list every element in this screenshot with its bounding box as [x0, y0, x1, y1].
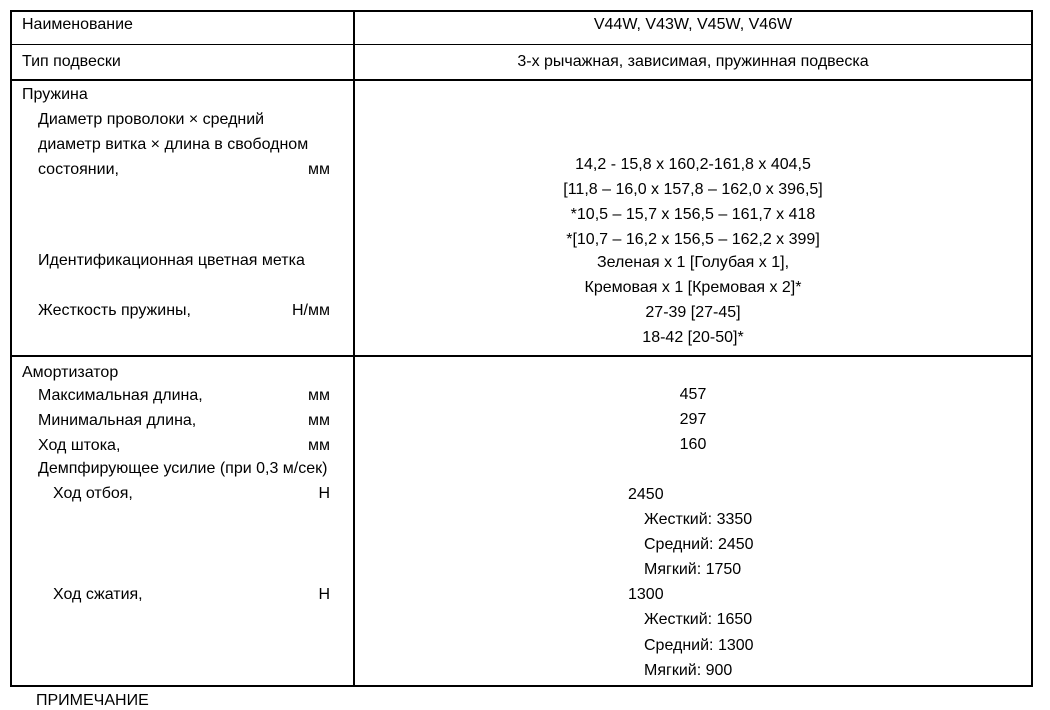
spring-stiffness-unit: Н/мм — [292, 302, 330, 319]
shock-compression-label: Ход сжатия, — [53, 586, 143, 603]
cell-spring-labels — [12, 81, 355, 355]
shock-rod-stroke-label: Ход штока, — [38, 437, 121, 454]
shock-section-label: Амортизатор — [22, 364, 119, 381]
row-label-suspension-type: Тип подвески — [22, 53, 121, 70]
spring-stiffness-value-line2: 18-42 [20-50]* — [642, 329, 744, 346]
shock-min-length-label: Минимальная длина, — [38, 412, 197, 429]
shock-rod-stroke-value: 160 — [679, 436, 707, 453]
cell-name-label — [12, 12, 355, 44]
spring-color-mark-label: Идентификационная цветная метка — [38, 252, 305, 269]
spring-stiffness-label: Жесткость пружины, — [38, 302, 191, 319]
shock-compression-detail-medium: Средний: 1300 — [644, 637, 754, 654]
spring-dimension-value-line4: *[10,7 – 16,2 x 156,5 – 162,2 x 399] — [566, 231, 820, 248]
shock-compression-detail-soft: Мягкий: 900 — [644, 662, 733, 679]
spring-dimension-value-line2: [11,8 – 16,0 x 157,8 – 162,0 x 396,5] — [563, 181, 823, 198]
model-codes-value: V44W, V43W, V45W, V46W — [593, 16, 793, 33]
table-row-name — [12, 12, 1031, 45]
table-row-shock-absorber — [12, 357, 1031, 685]
spring-stiffness-value-line1: 27-39 [27-45] — [645, 304, 741, 321]
cell-name-value — [355, 12, 1031, 44]
shock-rod-stroke-unit: мм — [308, 437, 330, 454]
shock-min-length-unit: мм — [308, 412, 330, 429]
table-row-suspension-type — [12, 45, 1031, 81]
spring-color-mark-value-line1: Зеленая х 1 [Голубая х 1], — [596, 254, 790, 271]
spring-dimension-value-line1: 14,2 - 15,8 x 160,2-161,8 x 404,5 — [575, 156, 811, 173]
table-row-spring — [12, 81, 1031, 357]
shock-rebound-detail-hard: Жесткий: 3350 — [644, 511, 753, 528]
suspension-type-value: 3-х рычажная, зависимая, пружинная подвеска — [517, 53, 869, 70]
shock-min-length-value: 297 — [679, 411, 707, 428]
shock-max-length-unit: мм — [308, 387, 330, 404]
spring-dimension-value-line3: *10,5 – 15,7 x 156,5 – 161,7 x 418 — [570, 206, 816, 223]
shock-rebound-unit: Н — [318, 485, 330, 502]
spring-dimension-label-line3: состоянии, — [38, 161, 119, 178]
shock-rebound-value: 2450 — [628, 486, 664, 503]
shock-compression-unit: Н — [318, 586, 330, 603]
cell-type-value — [355, 45, 1031, 79]
shock-rebound-label: Ход отбоя, — [53, 485, 133, 502]
cell-shock-labels — [12, 357, 355, 685]
spring-dimension-label-line2: диаметр витка × длина в свободном — [38, 136, 309, 153]
shock-max-length-label: Максимальная длина, — [38, 387, 203, 404]
cell-shock-values — [355, 357, 1031, 685]
spring-color-mark-value-line2: Кремовая х 1 [Кремовая х 2]* — [584, 279, 802, 296]
note-heading: ПРИМЕЧАНИЕ — [36, 692, 149, 709]
shock-damping-force-label: Демпфирующее усилие (при 0,3 м/сек) — [38, 460, 328, 477]
spec-table — [10, 10, 1033, 687]
spring-dimension-label-line1: Диаметр проволоки × средний — [38, 111, 265, 128]
cell-type-label — [12, 45, 355, 79]
shock-max-length-value: 457 — [679, 386, 707, 403]
shock-compression-detail-hard: Жесткий: 1650 — [644, 611, 753, 628]
shock-rebound-detail-soft: Мягкий: 1750 — [644, 561, 742, 578]
spring-section-label: Пружина — [22, 86, 88, 103]
row-label-name: Наименование — [22, 16, 133, 33]
spring-dimension-unit: мм — [308, 161, 330, 178]
shock-rebound-detail-medium: Средний: 2450 — [644, 536, 754, 553]
cell-spring-values — [355, 81, 1031, 355]
shock-compression-value: 1300 — [628, 586, 664, 603]
